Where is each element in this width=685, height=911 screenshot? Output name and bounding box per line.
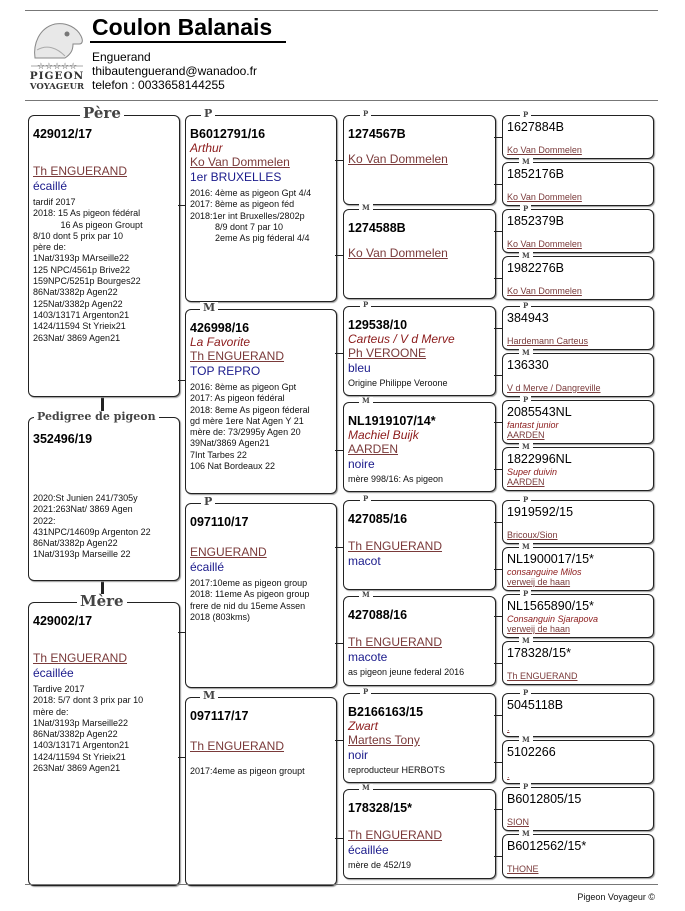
- gen4-label-p: P: [520, 689, 531, 696]
- gen2-breeder[interactable]: Th ENGUERAND: [190, 739, 285, 753]
- gen3-label-p: P: [360, 301, 371, 308]
- gen4-label-m: M: [519, 349, 533, 356]
- gen4-ring: 5045118B: [507, 698, 564, 712]
- gen3-notes: mère de 452/19: [348, 860, 412, 870]
- gen4-card-10[interactable]: [502, 547, 654, 591]
- gen3-card-3[interactable]: [343, 306, 496, 396]
- father-card[interactable]: [28, 115, 180, 397]
- gen4-label-p: P: [520, 111, 531, 118]
- connector-gen3-gen4: [494, 375, 502, 376]
- gen3-color: noir: [348, 748, 369, 762]
- gen3-name: Carteus / V d Merve: [348, 332, 455, 346]
- gen3-label-m: M: [359, 784, 373, 791]
- gen4-name: [507, 854, 651, 864]
- subject-card[interactable]: [28, 417, 180, 581]
- gen2-ring: 097117/17: [190, 709, 249, 723]
- gen4-breeder[interactable]: .: [507, 723, 510, 733]
- gen2-color: 1er BRUXELLES: [190, 170, 282, 184]
- gen4-name: Consanguin Sjarapova: [507, 614, 599, 624]
- gen4-card-13[interactable]: [502, 693, 654, 737]
- gen4-name: [507, 520, 651, 530]
- gen4-ring: 178328/15*: [507, 646, 571, 660]
- gen2-color: TOP REPRO: [190, 364, 261, 378]
- father-breeder[interactable]: Th ENGUERAND: [33, 164, 128, 178]
- gen4-breeder[interactable]: Ko Van Dommelen: [507, 286, 582, 296]
- gen2-color: écaillé: [190, 560, 225, 574]
- gen4-breeder[interactable]: Ko Van Dommelen: [507, 239, 582, 249]
- gen3-breeder[interactable]: Th ENGUERAND: [348, 635, 443, 649]
- connector-gen2-gen3: [335, 547, 343, 548]
- gen4-label-m: M: [519, 543, 533, 550]
- gen2-notes: 2016: 8ème as pigeon Gpt 2017: As pigeon fédéral 2018: 8eme As pigeon féderal gd mère 1ere Nat Agen Y 21 mère de: 73/2995y Agen 20 39Nat/3869 Agen21 7Int Tarbes 22 106 Nat Bordeaux 22: [190, 382, 310, 472]
- gen3-ring: 129538/10: [348, 318, 408, 332]
- father-color: écaillé: [33, 179, 68, 193]
- gen4-label-p: P: [520, 590, 531, 597]
- connector-gen2-gen3: [335, 838, 343, 839]
- connector-gen2-gen3: [335, 255, 343, 256]
- mother-color: écaillée: [33, 666, 74, 680]
- gen2-breeder[interactable]: ENGUERAND: [190, 545, 267, 559]
- connector-gen3-gen4: [494, 422, 502, 423]
- gen4-card-9[interactable]: [502, 500, 654, 544]
- connector-gen2-gen3: [335, 450, 343, 451]
- gen2-breeder[interactable]: Th ENGUERAND: [190, 349, 285, 363]
- gen3-color: noire: [348, 457, 375, 471]
- gen3-card-5[interactable]: [343, 500, 496, 590]
- gen4-ring: 1982276B: [507, 261, 565, 275]
- gen4-ring: 1852176B: [507, 167, 565, 181]
- gen4-card-4[interactable]: [502, 256, 654, 300]
- logo-text-voyageur: VOYAGEUR: [29, 82, 85, 92]
- mother-label: Mère: [77, 594, 127, 609]
- gen3-breeder[interactable]: Ko Van Dommelen: [348, 246, 448, 260]
- connector-gen3-gen4: [494, 663, 502, 664]
- gen4-breeder[interactable]: Th ENGUERAND: [507, 671, 578, 681]
- gen4-label-m: M: [519, 637, 533, 644]
- gen3-card-8[interactable]: [343, 789, 496, 879]
- gen4-ring: 5102266: [507, 745, 556, 759]
- gen4-breeder[interactable]: Ko Van Dommelen: [507, 192, 582, 202]
- gen3-color: écaillée: [348, 843, 389, 857]
- gen2-name: Arthur: [190, 141, 223, 155]
- gen2-ring: 426998/16: [190, 321, 250, 335]
- footer-copyright: Pigeon Voyageur ©: [577, 892, 655, 902]
- connector-gen3-gen4: [494, 569, 502, 570]
- mother-notes: Tardive 2017 2018: 5/7 dont 3 prix par 10 mère de: 1Nat/3193p Marseille22 86Nat/3382p Agen22 1403/13171 Argenton21 1424/11594 St Yrieix21 263Nat/ 3869 Agen21: [33, 684, 144, 774]
- gen3-notes: as pigeon jeune federal 2016: [348, 667, 465, 677]
- connector-gen2-gen3: [335, 353, 343, 354]
- gen3-label-p: P: [360, 495, 371, 502]
- gen3-label-m: M: [359, 204, 373, 211]
- gen4-ring: 384943: [507, 311, 549, 325]
- connector-gen3-gen4: [494, 762, 502, 763]
- gen4-card-1[interactable]: [502, 115, 654, 159]
- gen3-ring: 427088/16: [348, 608, 408, 622]
- owner-contact: [92, 50, 257, 92]
- title-underline: [90, 41, 286, 43]
- gen4-ring: B6012805/15: [507, 792, 582, 806]
- gen4-card-5[interactable]: [502, 306, 654, 350]
- gen4-label-p: P: [520, 783, 531, 790]
- gen3-card-1[interactable]: [343, 115, 496, 205]
- footer-rule: [25, 884, 658, 885]
- gen2-card-3[interactable]: [185, 503, 337, 688]
- gen4-label-p: P: [520, 496, 531, 503]
- gen3-breeder[interactable]: Th ENGUERAND: [348, 539, 443, 553]
- gen3-breeder[interactable]: Ph VEROONE: [348, 346, 427, 360]
- gen4-breeder[interactable]: AARDEN: [507, 430, 545, 440]
- gen4-ring: NL1565890/15*: [507, 599, 594, 613]
- gen3-notes: reproducteur HERBOTS: [348, 765, 446, 775]
- pigeon-voyageur-logo: [27, 14, 87, 96]
- gen4-card-2[interactable]: [502, 162, 654, 206]
- gen4-breeder[interactable]: Bricoux/Sion: [507, 530, 558, 540]
- mother-breeder[interactable]: Th ENGUERAND: [33, 651, 128, 665]
- gen4-label-p: P: [520, 396, 531, 403]
- gen3-breeder[interactable]: Th ENGUERAND: [348, 828, 443, 842]
- top-rule: [25, 10, 658, 11]
- gen4-breeder[interactable]: Hardemann Carteus: [507, 336, 589, 346]
- gen3-ring: 1274588B: [348, 221, 406, 235]
- gen4-card-6[interactable]: [502, 353, 654, 397]
- page-title: Coulon Balanais: [92, 14, 273, 40]
- gen3-card-4[interactable]: [343, 402, 496, 492]
- gen4-breeder[interactable]: V d Merve / Dangreville: [507, 383, 601, 393]
- gen3-label-p: P: [360, 110, 371, 117]
- gen3-label-m: M: [359, 591, 373, 598]
- gen4-card-11[interactable]: [502, 594, 654, 638]
- gen2-notes: 2017:10eme as pigeon group 2018: 11eme As pigeon group frere de nid du 15eme Assen 2018 (803kms): [190, 578, 310, 622]
- connector-gen2-gen3: [335, 740, 343, 741]
- gen4-card-15[interactable]: [502, 787, 654, 831]
- gen4-name: [507, 276, 651, 286]
- gen4-name: [507, 326, 651, 336]
- gen4-card-8[interactable]: [502, 447, 654, 491]
- gen2-notes: 2017:4eme as pigeon groupt: [190, 766, 305, 776]
- gen3-breeder[interactable]: Ko Van Dommelen: [348, 152, 448, 166]
- gen3-breeder[interactable]: AARDEN: [348, 442, 399, 456]
- gen4-label-m: M: [519, 252, 533, 259]
- gen2-label-m: M: [200, 690, 218, 701]
- gen2-label-p: P: [201, 108, 215, 119]
- gen3-color: bleu: [348, 361, 371, 375]
- gen4-name: [507, 373, 651, 383]
- connector-gen3-gen4: [494, 522, 502, 523]
- gen3-notes: Origine Philippe Veroone: [348, 378, 448, 388]
- mother-ring: 429002/17: [33, 614, 93, 628]
- gen3-notes: mère 998/16: As pigeon: [348, 474, 444, 484]
- connector-gen3-gen4: [494, 616, 502, 617]
- connector-gen3-gen4: [494, 715, 502, 716]
- gen2-breeder[interactable]: Ko Van Dommelen: [190, 155, 290, 169]
- gen3-card-2[interactable]: [343, 209, 496, 299]
- gen4-name: [507, 229, 651, 239]
- gen4-ring: 1627884B: [507, 120, 565, 134]
- gen4-name: consanguine Milos: [507, 567, 582, 577]
- gen4-label-m: M: [519, 443, 533, 450]
- gen3-card-6[interactable]: [343, 596, 496, 686]
- mother-card[interactable]: [28, 602, 180, 886]
- gen2-label-m: M: [200, 302, 218, 313]
- gen4-card-3[interactable]: [502, 209, 654, 253]
- gen4-label-m: M: [519, 736, 533, 743]
- logo-text-pigeon: PIGEON: [29, 70, 85, 82]
- owner-phone: telefon : 0033658144255: [92, 78, 225, 92]
- gen4-label-p: P: [520, 205, 531, 212]
- gen3-ring: 1274567B: [348, 127, 406, 141]
- logo-stars: ☆☆☆☆☆: [36, 61, 78, 71]
- gen2-label-p: P: [201, 496, 215, 507]
- gen4-name: [507, 661, 651, 671]
- gen4-breeder[interactable]: .: [507, 770, 510, 780]
- gen3-color: macote: [348, 650, 388, 664]
- gen3-card-7[interactable]: [343, 693, 496, 783]
- gen2-notes: 2016: 4ème as pigeon Gpt 4/4 2017: 8ème as pigeon féd 2018:1er int Bruxelles/2802p 8/9 dont 7 par 10 2eme As pig féderal 4/4: [190, 188, 312, 244]
- gen2-card-1[interactable]: [185, 115, 337, 302]
- gen3-ring: B2166163/15: [348, 705, 424, 719]
- gen3-ring: 178328/15*: [348, 801, 412, 815]
- gen4-ring: 136330: [507, 358, 549, 372]
- gen4-ring: 1822996NL: [507, 452, 572, 466]
- gen4-card-16[interactable]: [502, 834, 654, 878]
- gen3-name: Zwart: [348, 719, 378, 733]
- gen2-card-2[interactable]: [185, 309, 337, 494]
- connector-gen3-gen4: [494, 809, 502, 810]
- gen4-label-m: M: [519, 158, 533, 165]
- connector-gen3-gen4: [494, 184, 502, 185]
- gen4-breeder[interactable]: THONE: [507, 864, 539, 874]
- gen3-color: macot: [348, 554, 381, 568]
- gen4-breeder[interactable]: Ko Van Dommelen: [507, 145, 582, 155]
- connector-gen3-gen4: [494, 856, 502, 857]
- connector-gen3-gen4: [494, 328, 502, 329]
- subject-label: Pedigree de pigeon: [34, 411, 159, 422]
- gen2-ring: 097110/17: [190, 515, 249, 529]
- gen3-breeder[interactable]: Martens Tony: [348, 733, 420, 747]
- connector-gen3-gen4: [494, 469, 502, 470]
- gen4-name: fantast junior: [507, 420, 559, 430]
- father-ring: 429012/17: [33, 127, 93, 141]
- gen3-ring: 427085/16: [348, 512, 408, 526]
- connector-gen2-gen3: [335, 643, 343, 644]
- gen4-ring: 1852379B: [507, 214, 565, 228]
- owner-name: Enguerand: [92, 50, 151, 64]
- gen4-card-12[interactable]: [502, 641, 654, 685]
- gen4-breeder[interactable]: verweij de haan: [507, 577, 571, 587]
- gen2-name: La Favorite: [190, 335, 251, 349]
- gen4-name: [507, 713, 651, 723]
- gen4-ring: B6012562/15*: [507, 839, 587, 853]
- gen4-ring: NL1900017/15*: [507, 552, 594, 566]
- gen3-name: Machiel Buijk: [348, 428, 419, 442]
- gen3-label-p: P: [360, 688, 371, 695]
- connector-gen3-gen4: [494, 137, 502, 138]
- gen4-name: Super duivin: [507, 467, 558, 477]
- gen3-ring: NL1919107/14*: [348, 414, 436, 428]
- connector-gen2-gen3: [335, 160, 343, 161]
- subject-ring: 352496/19: [33, 432, 93, 446]
- gen4-breeder[interactable]: AARDEN: [507, 477, 545, 487]
- gen4-breeder[interactable]: SION: [507, 817, 530, 827]
- gen4-card-7[interactable]: [502, 400, 654, 444]
- header-rule: [25, 100, 658, 101]
- gen2-ring: B6012791/16: [190, 127, 266, 141]
- gen4-name: [507, 760, 651, 770]
- gen4-label-p: P: [520, 302, 531, 309]
- gen4-card-14[interactable]: [502, 740, 654, 784]
- gen2-card-4[interactable]: [185, 697, 337, 886]
- gen3-label-m: M: [359, 397, 373, 404]
- gen4-name: [507, 135, 651, 145]
- gen4-label-m: M: [519, 830, 533, 837]
- gen4-name: [507, 807, 651, 817]
- gen4-name: [507, 182, 651, 192]
- connector-gen3-gen4: [494, 278, 502, 279]
- subject-notes: 2020:St Junien 241/7305y 2021:263Nat/ 3869 Agen 2022: 431NPC/14609p Argenton 22 86Nat/3382p Agen22 1Nat/3193p Marseille 22: [33, 493, 151, 560]
- gen4-ring: 2085543NL: [507, 405, 572, 419]
- owner-email: thibautenguerand@wanadoo.fr: [92, 64, 257, 78]
- father-label: Père: [80, 106, 124, 121]
- gen4-breeder[interactable]: verweij de haan: [507, 624, 571, 634]
- gen4-ring: 1919592/15: [507, 505, 574, 519]
- connector-gen3-gen4: [494, 231, 502, 232]
- father-notes: tardif 2017 2018: 15 As pigeon fédéral 16 As pigeon Groupt 8/10 dont 5 prix par 10 père de: 1Nat/3193p MArseille22 125 NPC/4561p Brive22 159NPC/5251p Bourges22 86Nat/3382p Agen22 125Nat/3382p Agen22 1403/13171 Argenton21 1424/11594 St Yrieix21 263Nat/ 3869 Agen21: [33, 197, 143, 343]
